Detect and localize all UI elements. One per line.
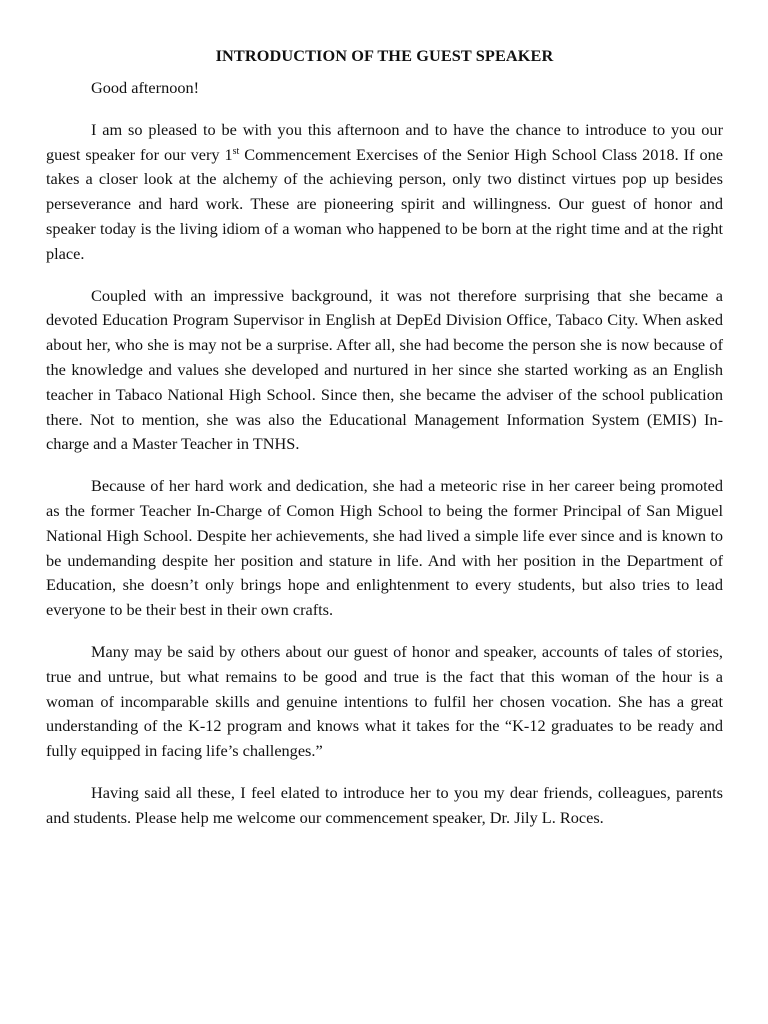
paragraph-1-text-end: Commencement Exercises of the Senior High School Class 2018. If one takes a closer look at the alchemy of the achieving person, only two distinct virtues pop up besides perseverance and hard work. These are pioneering spirit and willingness. Our guest of honor and speaker today is the living idiom of a woman who happened to be born at the right time and at the right place.	[46, 144, 723, 263]
paragraph-5: Having said all these, I feel elated to introduce her to you my dear friends, colleagues, parents and students. Please help me welcome our commencement speaker, Dr. Jily L. Roces.	[46, 782, 723, 827]
document-page	[46, 46, 723, 848]
ordinal-superscript: st	[232, 145, 240, 157]
greeting-paragraph: Good afternoon!	[91, 78, 200, 97]
paragraph-4: Many may be said by others about our guest of honor and speaker, accounts of tales of stories, true and untrue, but what remains to be good and true is the fact that this woman of the hour is a woman of incomparable skills and genuine intentions to fulfil her chosen vocation. She has a great understanding of the K-12 program and knows what it takes for the “K-12 graduates to be ready and fully equipped in facing life’s challenges.”	[46, 641, 723, 761]
paragraph-1-text-start: I am so pleased to be with you this afternoon and to have the chance to introduce to you our guest speaker for our very 1	[46, 119, 723, 164]
paragraph-3: Because of her hard work and dedication, she had a meteoric rise in her career being promoted as the former Teacher In-Charge of Comon High School to being the former Principal of San Miguel National High School. Despite her achievements, she had lived a simple life ever since and is known to be undemanding despite her position and stature in life. And with her position in the Department of Education, she doesn’t only brings hope and enlightenment to every students, but also tries to lead everyone to be their best in their own crafts.	[46, 476, 723, 620]
paragraph-2: Coupled with an impressive background, it was not therefore surprising that she became a devoted Education Program Supervisor in English at DepEd Division Office, Tabaco City. When asked about her, who she is may not be a surprise. After all, she had become the person she is now because of the knowledge and values she developed and nurtured in her since she started working as an English teacher in Tabaco National High School. Since then, she became the adviser of the school publication there. Not to mention, she was also the Educational Management Information System (EMIS) In-charge and a Master Teacher in TNHS.	[46, 285, 723, 454]
paragraph-1	[46, 118, 723, 267]
document-title: INTRODUCTION OF THE GUEST SPEAKER	[215, 46, 554, 65]
